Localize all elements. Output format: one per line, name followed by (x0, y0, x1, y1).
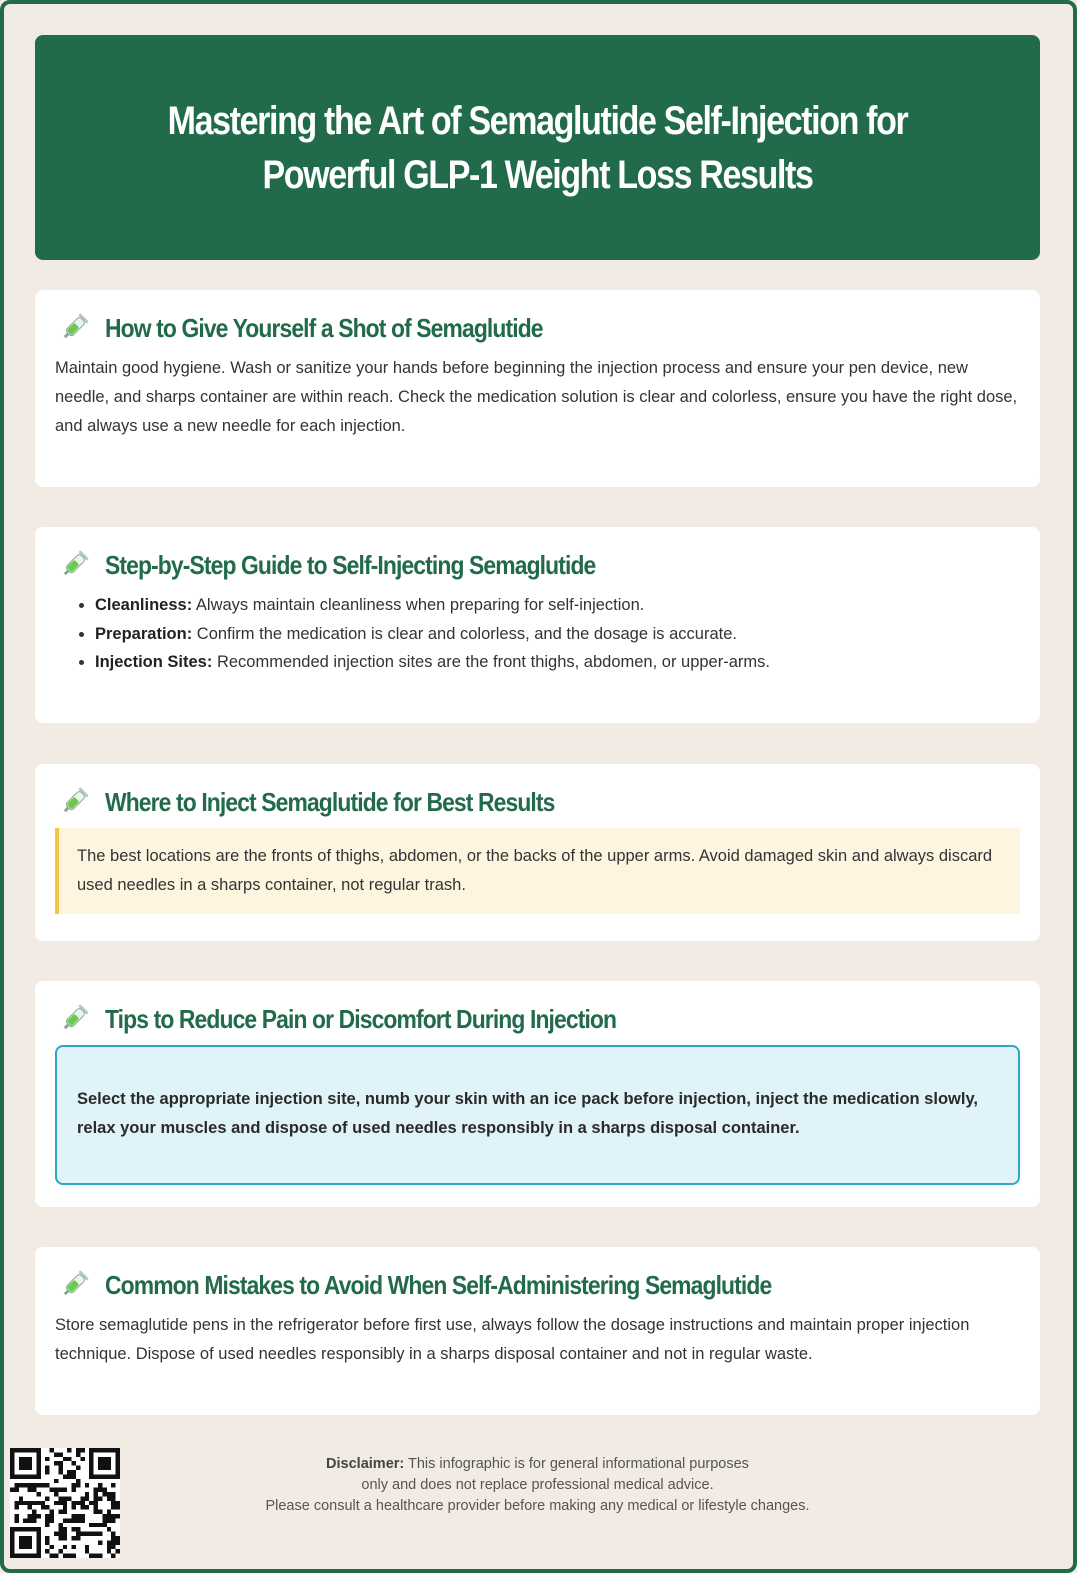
item-label: Cleanliness: (95, 596, 193, 614)
page-header (35, 35, 1040, 260)
section-where (35, 764, 1040, 941)
section-heading (55, 549, 1020, 581)
qr-code[interactable] (10, 1448, 120, 1558)
page-title: Mastering the Art of Semaglutide Self-Injection for Powerful GLP-1 Weight Loss Results (167, 98, 908, 197)
item-label: Preparation: (95, 624, 193, 643)
section-title: Tips to Reduce Pain or Discomfort During Injection (105, 1003, 617, 1034)
disclaimer (230, 1454, 845, 1517)
section-steps (35, 527, 1040, 723)
disclaimer-label: Disclaimer: (326, 1456, 405, 1472)
list-item (95, 620, 1020, 649)
section-mistakes (35, 1247, 1040, 1415)
callout-text: Select the appropriate injection site, numb your skin with an ice pack before injection, inject the medication slowly, relax your muscles and dispose of used needles responsibly in a sharps disposal container. (77, 1090, 978, 1137)
syringe-icon (57, 312, 91, 344)
item-text: Always maintain cleanliness when preparing for self-injection. (192, 596, 645, 614)
steps-list (55, 591, 1020, 677)
section-title: Step-by-Step Guide to Self-Injecting Semaglutide (105, 549, 596, 580)
item-label: Injection Sites: (95, 653, 213, 671)
section-heading (55, 786, 1020, 818)
item-text: Recommended injection sites are the front thighs, abdomen, or upper-arms. (212, 653, 770, 671)
section-title: Common Mistakes to Avoid When Self-Administering Semaglutide (105, 1269, 772, 1300)
section-tips (35, 981, 1040, 1207)
item-text: Confirm the medication is clear and colorless, and the dosage is accurate. (192, 624, 737, 643)
syringe-icon (57, 1269, 91, 1301)
syringe-icon (57, 1003, 91, 1035)
section-body: Maintain good hygiene. Wash or sanitize your hands before beginning the injection process and ensure your pen device, new needle, and sharps container are within reach. Check the medication solution is clear and colorless, ensure you have the right dose, and always use a new needle for each injection. (55, 359, 1018, 435)
section-heading (55, 1003, 1020, 1035)
disclaimer-line: only and does not replace professional medical advice. (361, 1477, 714, 1493)
list-item (95, 591, 1020, 620)
section-heading (55, 312, 1020, 344)
disclaimer-line: This infographic is for general informational purposes (404, 1456, 749, 1472)
section-title: Where to Inject Semaglutide for Best Results (105, 786, 555, 817)
section-how-to (35, 290, 1040, 487)
syringe-icon (57, 549, 91, 581)
highlight-callout (55, 828, 1020, 914)
list-item (95, 648, 1020, 677)
callout-text: The best locations are the fronts of thighs, abdomen, or the backs of the upper arms. Avoid damaged skin and always discard used needles in a sharps container, not regular trash. (77, 847, 993, 894)
section-title: How to Give Yourself a Shot of Semaglutide (105, 312, 543, 343)
section-heading (55, 1269, 1020, 1301)
tip-callout (55, 1045, 1020, 1185)
syringe-icon (57, 786, 91, 818)
section-body: Store semaglutide pens in the refrigerator before first use, always follow the dosage instructions and maintain proper injection technique. Dispose of used needles responsibly in a sharps disposal container and not in regular waste. (55, 1316, 970, 1363)
disclaimer-line: Please consult a healthcare provider before making any medical or lifestyle changes. (265, 1498, 810, 1514)
